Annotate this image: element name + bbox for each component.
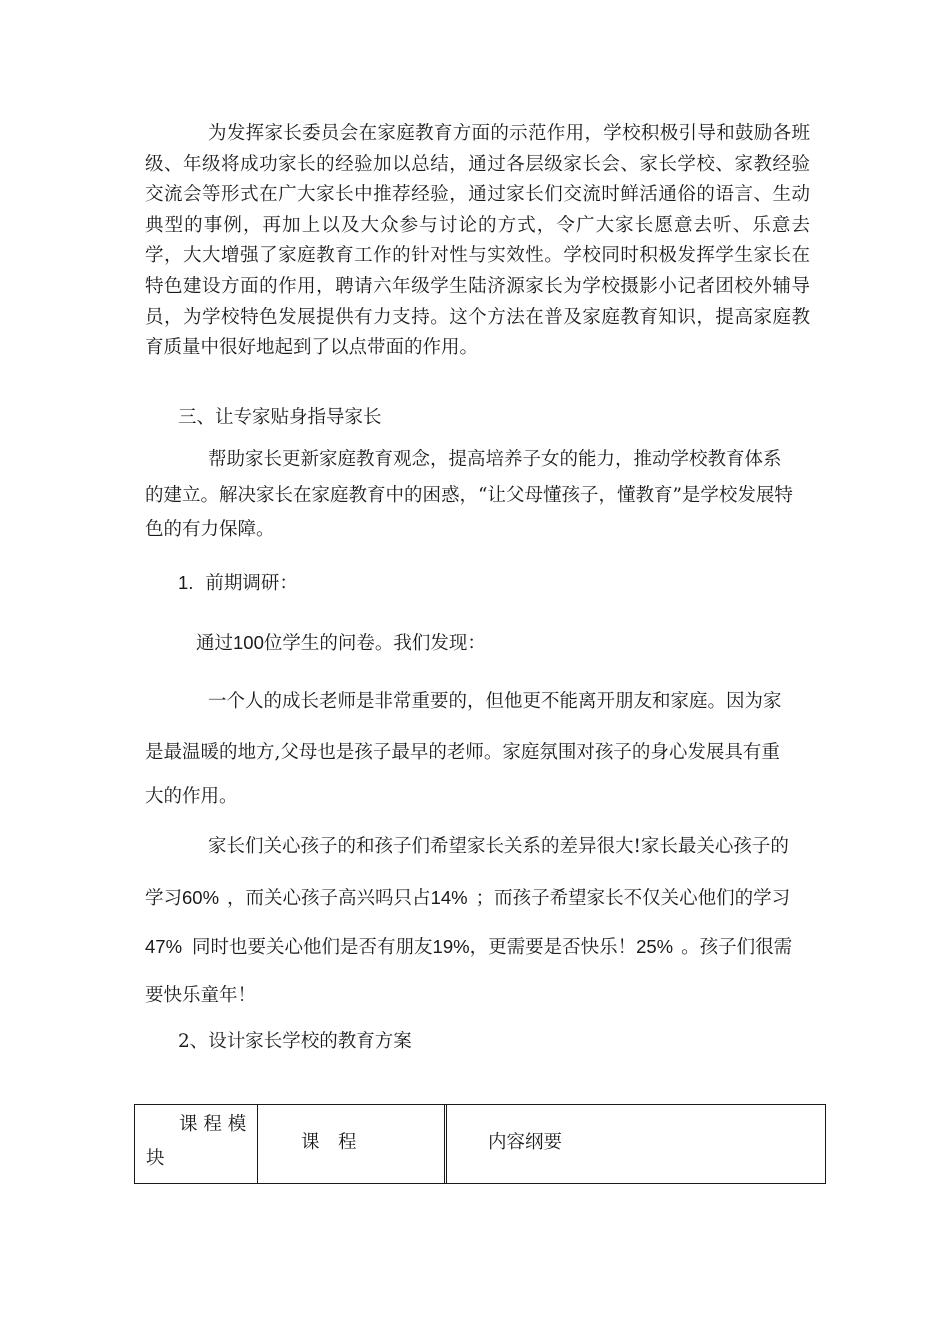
percent-child-study: 47% [145,936,183,957]
survey-count: 100 [233,632,264,653]
text-segment: 同时也要关心他们是否有朋友 [192,937,433,958]
percent-study: 60% [182,887,220,908]
section-heading-experts: 三、让专家贴身指导家长 [178,407,382,428]
paragraph-growth-line1: 一个人的成长老师是非常重要的，但他更不能离开朋友和家庭。因为家 [208,691,782,712]
text-segment: ；而孩子希望家长不仅关心他们的学习 [475,888,791,909]
paragraph-difference-line1: 家长们关心孩子的和孩子们希望家长关系的差异很大!家长最关心孩子的 [208,836,789,857]
text-segment: ，而关心孩子高兴吗只占 [227,888,431,909]
paragraph-growth-line3: 大的作用。 [145,786,238,807]
percent-joy: 25% [636,936,674,957]
text-segment: ，更需要是否快乐！ [469,937,637,958]
table-divider [444,1105,445,1183]
paragraph-help-parents-line3: 色的有力保障。 [145,519,275,540]
list-item-number: 1. [178,572,194,593]
percent-friends: 19% [432,936,470,957]
table-divider [257,1105,258,1183]
paragraph-difference-line2 [145,884,790,913]
paragraph-growth-line2: 是最温暖的地方,父母也是孩子最早的老师。家庭氛围对孩子的身心发展具有重 [145,742,780,763]
survey-prefix: 通过 [196,633,234,654]
header-content-outline: 内容纲要 [488,1132,563,1153]
table-divider [446,1105,447,1183]
paragraph-parent-committee: 为发挥家长委员会在家庭教育方面的示范作用，学校积极引导和鼓励各班级、年级将成功家长的经验加以总结，通过各层级家长会、家长学校、家教经验交流会等形式在广大家长中推荐经验，通过家长们交流时鲜活通俗的语言、生动典型的事例，再加上以及大众参与讨论的方式，令广大家长愿意去听、乐意去学，大大增强了家庭教育工作的针对性与实效性。学校同时积极发挥学生家长在特色建设方面的作用，聘请六年级学生陆济源家长为学校摄影小记者团校外辅导员，为学校特色发展提供有力支持。这个方法在普及家庭教育知识，提高家庭教育质量中很好地起到了以点带面的作用。 [145,123,810,359]
list-item-preliminary-research [178,569,298,598]
text-segment: 学习 [145,888,183,909]
paragraph-help-parents-line1: 帮助家长更新家庭教育观念，提高培养子女的能力，推动学校教育体系 [208,449,782,470]
list-item-school-plan: 2、设计家长学校的教育方案 [178,1031,412,1052]
paragraph-help-parents-line2: 的建立。解决家长在家庭教育中的困惑，“让父母懂孩子，懂教育”是学校发展特 [145,485,793,506]
survey-suffix: 位学生的问卷。我们发现： [263,633,486,654]
curriculum-table [134,1104,826,1184]
survey-summary-line [196,629,486,658]
header-course: 课 程 [301,1132,357,1153]
paragraph-difference-line4: 要快乐童年！ [145,985,257,1006]
header-module-line1: 课 程 模 [179,1114,247,1135]
list-item-label: 前期调研： [205,573,298,594]
header-module-line2: 块 [146,1148,165,1169]
percent-happy: 14% [430,887,468,908]
paragraph-difference-line3 [145,933,792,962]
text-segment: 。孩子们很需 [681,937,793,958]
